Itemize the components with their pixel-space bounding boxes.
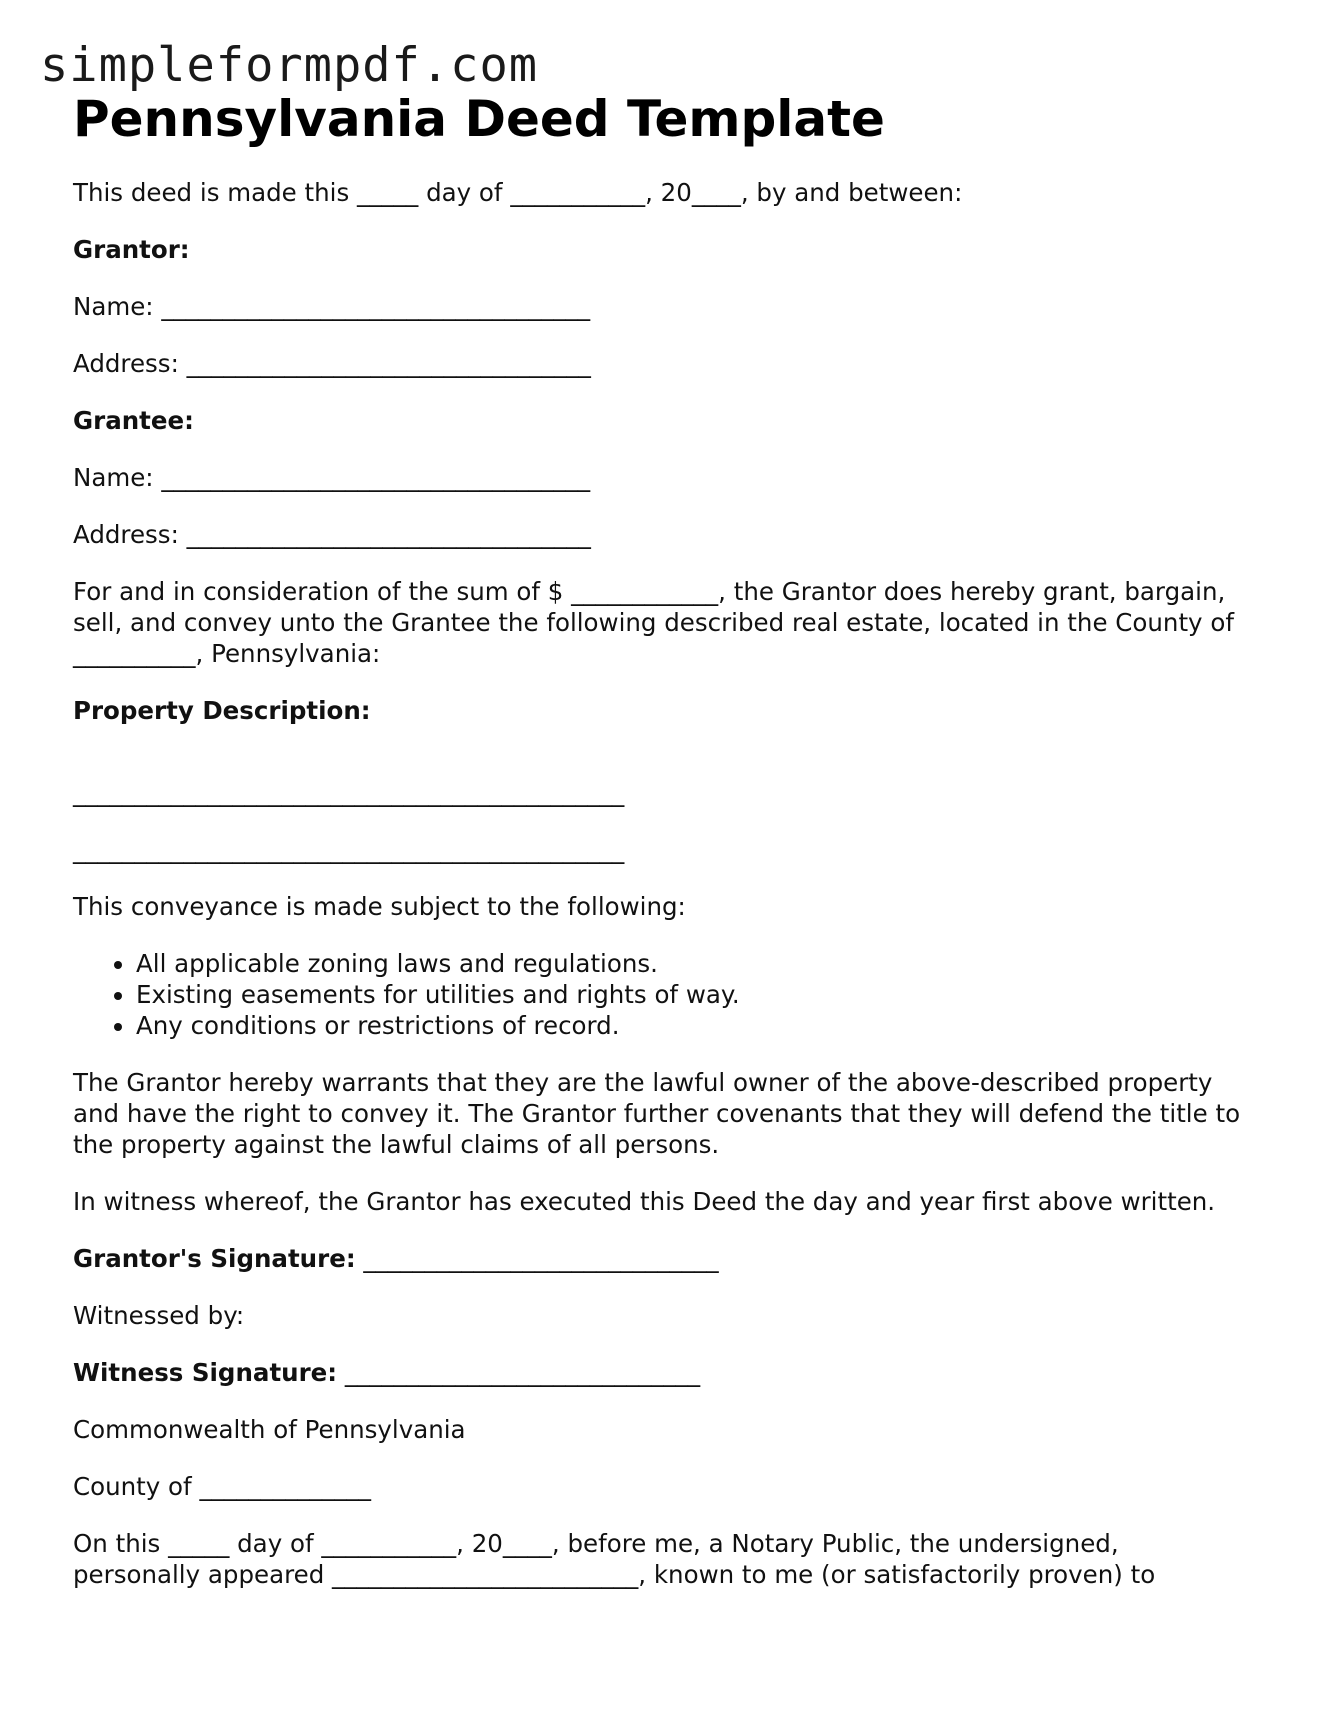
grantor-signature-line xyxy=(73,1243,1253,1274)
grantee-name-field: Name: ___________________________________ xyxy=(73,463,591,492)
grantor-heading: Grantor: xyxy=(73,235,190,264)
list-item: • Existing easements for utilities and rights of way. xyxy=(136,979,1253,1010)
witnessed-by: Witnessed by: xyxy=(73,1301,245,1330)
county-line: County of ______________ xyxy=(73,1472,371,1501)
witness-signature-label: Witness Signature: xyxy=(73,1358,338,1387)
grantor-signature-blank: _____________________________ xyxy=(355,1244,719,1273)
grantee-heading: Grantee: xyxy=(73,406,194,435)
property-description-line-1: _____________________________________________ xyxy=(73,778,625,807)
list-item: • Any conditions or restrictions of record. xyxy=(136,1010,1253,1041)
subject-intro: This conveyance is made subject to the following: xyxy=(73,892,686,921)
property-description-heading: Property Description: xyxy=(73,696,371,725)
witness-signature-blank: _____________________________ xyxy=(337,1358,701,1387)
witness-signature-line xyxy=(73,1357,1253,1388)
watermark-text: simpleformpdf.com xyxy=(40,38,539,93)
property-spacer xyxy=(73,752,1253,777)
grantor-name-field: Name: ___________________________________ xyxy=(73,292,591,321)
grantor-address-field: Address: _________________________________ xyxy=(73,349,591,378)
grantee-address-field: Address: _________________________________ xyxy=(73,520,591,549)
intro-paragraph: This deed is made this _____ day of ___________, 20____, by and between: xyxy=(73,178,963,207)
commonwealth-line: Commonwealth of Pennsylvania xyxy=(73,1415,466,1444)
notary-paragraph: On this _____ day of ___________, 20____, before me, a Notary Public, the undersigned, personally appeared _________________________, known to me (or satisfactorily proven) to xyxy=(73,1529,1156,1589)
consideration-paragraph: For and in consideration of the sum of $ ____________, the Grantor does hereby grant, bargain, sell, and convey unto the Grantee the following described real estate, located in the County of __________, Pennsylvania: xyxy=(73,577,1234,668)
page-title: Pennsylvania Deed Template xyxy=(73,90,885,148)
deed-document xyxy=(73,92,1253,1616)
grantor-signature-label: Grantor's Signature: xyxy=(73,1244,356,1273)
property-description-line-2: _____________________________________________ xyxy=(73,835,625,864)
witness-clause: In witness whereof, the Grantor has executed this Deed the day and year first above written. xyxy=(73,1187,1216,1216)
warranty-paragraph: The Grantor hereby warrants that they are the lawful owner of the above-described property and have the right to convey it. The Grantor further covenants that they will defend the title to the property against the lawful claims of all persons. xyxy=(73,1068,1241,1159)
list-item: • All applicable zoning laws and regulations. xyxy=(136,948,1253,979)
subject-list xyxy=(73,948,1253,1041)
